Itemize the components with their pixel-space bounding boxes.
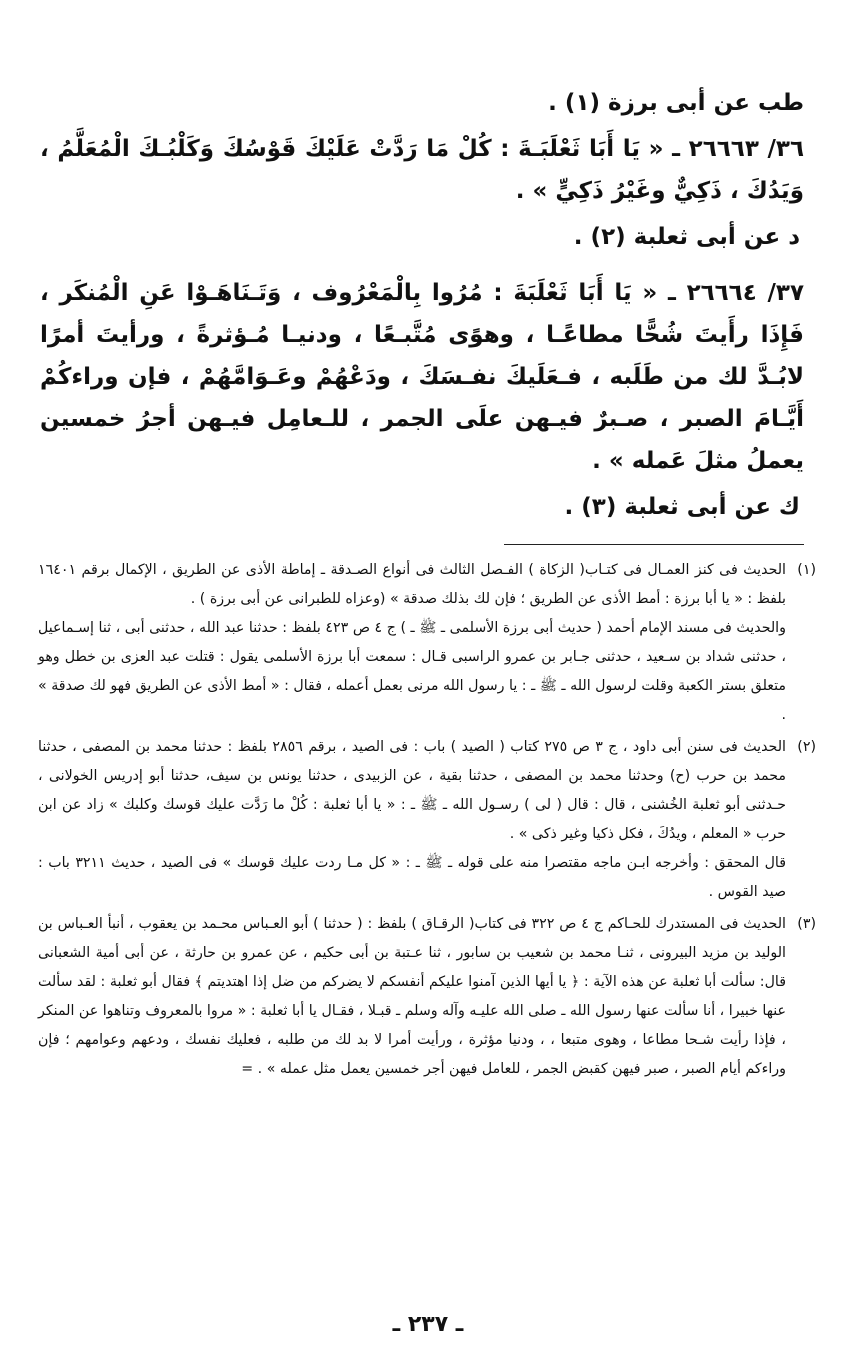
footnote-number: (٢) — [797, 739, 816, 755]
footnote-separator — [504, 544, 804, 545]
footnote-3 — [38, 910, 816, 1084]
footnote-2 — [38, 733, 816, 907]
footnotes — [38, 556, 816, 1087]
source-line-36: د عن أبى ثعلبة (٢) . — [573, 224, 800, 250]
source-line-1: طب عن أبى برزة (١) . — [548, 90, 804, 116]
footnote-paragraph: الحديث فى سنن أبى داود ، ج ٣ ص ٢٧٥ كتاب ( الصيد ) باب : فى الصيد ، برقم ٢٨٥٦ بلفظ : حدثنا محمد بن المصفى ، حدثنا محمد بن حرب (ح) وحدثنا محمد بن المصفى ، حدثنا بقية ، عن الزبيدى ، حدثنا يونس بن سيف، حدثنا أبو إدريس الخولانى ، حـدثنى أبو ثعلبة الخُشنى ، قال : قال ( لى ) رسـول الله ـ ﷺ ـ : « يا أبا ثعلبة : كُلْ ما رَدَّت عليك قوسك وكلبك » زاد عن ابن حرب « المعلم ، ويدُكَ ، فكل ذكيا وغير ذكى » . — [38, 739, 786, 842]
footnote-number: (١) — [797, 562, 816, 578]
page-number: ـ ٢٣٧ ـ — [392, 1312, 464, 1337]
footnote-paragraph: قال المحقق : وأخرجه ابـن ماجه مقتصرا منه على قوله ـ ﷺ ـ : « كل مـا ردت عليك قوسك » فى الصيد ، حديث ٣٢١١ باب : صيد القوس . — [38, 855, 786, 900]
footnote-paragraph — [38, 910, 786, 1084]
hadith-37: ٣٧/ ٢٦٦٦٤ ـ « يَا أَبَا ثَعْلَبَةَ : مُرُوا بِالْمَعْرُوف ، وَتَـنَاهَـوْا عَنِ الْمُنكَر ، فَإِذَا رأَيتَ شُحًّا مطاعًـا ، وهوًى مُتَّبـعًا ، ودنيـا مُـؤثرةً ، ورأيتَ أمرًا لابُـدَّ لك من طَلَبه ، فـعَلَيكَ نفـسَكَ ، ودَعْهُمْ وعَـوَامَّهُمْ ، فإن وراءكُمْ أَيَّـامَ الصبر ، صـبرٌ فيـهن علَى الجمر ، للـعامِل فيـهن أجرُ خمسين يعملُ مثلَ عَمله » . — [40, 280, 804, 474]
footnote-paragraph: الحديث فى كنز العمـال فى كتـاب( الزكاة ) الفـصل الثالث فى أنواع الصـدقة ـ إماطة الأذى عن الطريق ، الإكمال برقم ١٦٤٠١ بلفظ : « يا أبا برزة : أمط الأذى عن الطريق ؛ فإن لك بذلك صدقة » (وعزاه للطبرانى عن أبى برزة ) . — [38, 562, 786, 607]
footnote-number: (٣) — [797, 916, 816, 932]
footnote-text: الحديث فى المستدرك للحـاكم ج ٤ ص ٣٢٢ فى كتاب( الرقـاق ) بلفظ : ( حدثنا ) أبو العـباس محـمد بن يعقوب ، أنبأ العـباس بن الوليد بن مزيد البيرونى ، ثنـا محمد بن شعيب بن سابور ، ثنا عـتبة بن أبى حكيم ، عن عمرو بن حارثة ، عن أبى أمية الشعبانى قال: سألت أبا ثعلبة عن هذه الآية : ﴿ يا أيها الذين آمنوا عليكم أنفسكم لا يضركم من ضل إذا اهتديتم ﴾ فقال أبو ثعلبة : لقد سألت عنها خبيرا ، أنا سألت عنها رسول الله ـ صلى الله عليـه وآله وسلم ـ قبـلا ، فقـال يا أبا ثعلبة : « مروا بالمعروف وتناهوا عن المنكر ، فإذا رأيت شـحا مطاعا ، وهوى متبعا ، ، ودنيا مؤثرة ، ورأيت أمرا لا بد لك من طلبه ، فعليك نفسك ، ودعهم وعوامهم ؛ فإن وراءكم أيام الصبر ، صبر فيهن كقبض الجمر ، للعامل فيهن أجر خمسين يعمل مثل عمله » . — [38, 916, 786, 1077]
hadith-36: ٣٦/ ٢٦٦٦٣ ـ « يَا أَبَا ثَعْلَبَـةَ : كُلْ مَا رَدَّتْ عَلَيْكَ قَوْسُكَ وَكَلْبُـكَ الْمُعَلَّمُ ، وَيَدُكَ ، ذَكِيٌّ وغَيْرُ ذَكِيٍّ » . — [40, 136, 804, 204]
footnote-paragraph: والحديث فى مسند الإمام أحمد ( حديث أبى برزة الأسلمى ـ ﷺ ـ ) ج ٤ ص ٤٢٣ بلفظ : حدثنا عبد الله ، حدثنى أبى ، ثنا إسـماعيل ، حدثنى شداد بن سـعيد ، حدثنى جـابر بن عمرو الراسبى قـال : سمعت أبا برزة الأسلمى يقول : قتلت عبد العزى بن خطل وهو متعلق بستر الكعبة وقلت لرسول الله ـ ﷺ ـ : يا رسول الله مرنى بعمل أعمله ، فقال : « أمط الأذى عن الطريق فهو لك صدقة » . — [38, 620, 786, 723]
main-text — [40, 82, 804, 542]
footnote-1 — [38, 556, 816, 730]
continuation-mark: = — [241, 1061, 254, 1077]
source-line-37: ك عن أبى ثعلبة (٣) . — [564, 494, 800, 520]
